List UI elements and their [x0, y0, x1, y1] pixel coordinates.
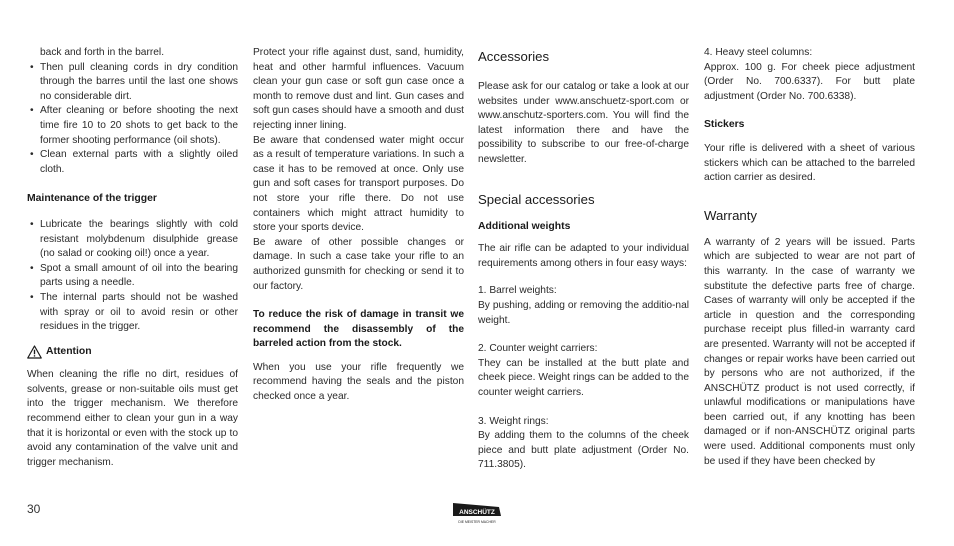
transit-note: To reduce the risk of damage in transit we recommend the disassembly of the barreled action from the stock. — [253, 309, 464, 350]
accessories-heading: Accessories — [478, 49, 550, 64]
column-3 — [478, 49, 689, 473]
weight-option-text: By adding them to the columns of the cheek piece and butt plate adjustment (Order No. 711.3805). — [478, 430, 689, 471]
trigger-list — [27, 218, 238, 335]
list-item: • Then pull cleaning cords in dry condition through the barres until the last one shows no considerable dirt. — [30, 61, 238, 102]
weight-option-title: 2. Counter weight carriers: — [478, 343, 598, 355]
column-1 — [27, 46, 238, 470]
list-item: • The internal parts should not be washed with spray or oil to avoid resin or other residues in the trigger. — [30, 291, 238, 333]
weight-option-title: 1. Barrel weights: — [478, 285, 557, 297]
paragraph: When you use your rifle frequently we recommend having the seals and the piston checked once a year. — [253, 361, 464, 403]
cleaning-list — [27, 61, 238, 178]
column-4 — [704, 46, 915, 469]
weight-option-text: They can be installed at the butt plate and cheek piece. Weight rings can be added to the counter weight carriers. — [478, 357, 689, 398]
logo-text: ANSCHÜTZ — [459, 509, 495, 516]
weight-option-text: Approx. 100 g. For cheek piece adjustment (Order No. 700.6337). For butt plate adjustment (Order No. 700.6338). — [704, 61, 915, 102]
stickers-text: Your rifle is delivered with a sheet of various stickers which can be attached to the barreled action carrier as desired. — [704, 142, 915, 184]
list-item: • Spot a small amount of oil into the bearing parts using a needle. — [30, 262, 238, 289]
attention-heading-row — [27, 345, 238, 360]
page-number: 30 — [27, 502, 41, 516]
weight-option-title: 4. Heavy steel columns: — [704, 47, 813, 58]
weight-option-text: By pushing, adding or removing the additio-nal weight. — [478, 299, 689, 326]
paragraph: Be aware that condensed water might occur as a result of temperature variations. In such a case it has to be removed at once. Only use gun and soft cases for transport purposes. Do not store your rifle there. Do not use containers which might attract humidity to store your sports device. — [253, 134, 464, 234]
weight-option-title: 3. Weight rings: — [478, 415, 549, 427]
accessories-text: Please ask for our catalog or take a look at our websites under www.anschuetz-sport.com or www.anschutz-sporters.com. You will find the latest information there and have the possibility to subscribe to our free-of-charge newsletter. — [478, 81, 689, 165]
trigger-heading: Maintenance of the trigger — [27, 193, 157, 205]
stickers-heading: Stickers — [704, 119, 745, 131]
logo-tagline: DIE MEISTER MACHER — [458, 520, 496, 524]
list-item: • After cleaning or before shooting the next time fire 10 to 20 shots to get back to the former shooting performance (oil shots). — [30, 105, 238, 146]
warranty-heading: Warranty — [704, 207, 758, 223]
warning-triangle-icon — [27, 345, 42, 359]
attention-text: When cleaning the rifle no dirt, residues of solvents, grease or non-suitable oils must get into the trigger mechanism. We therefore recommend either to clean your gun in a way that it is horizontal or even with the stock up to avoid any contamination of the valve unit and trigger mechanism. — [27, 369, 238, 468]
paragraph: Be aware of other possible changes or damage. In such a case take your rifle to an authorized gunsmith for checking or send it to our factory. — [253, 236, 464, 292]
special-accessories-heading: Special accessories — [478, 191, 595, 207]
list-item: • Clean external parts with a slightly oiled cloth. — [30, 149, 238, 175]
list-item: • Lubricate the bearings slightly with cold resistant molybdenum disulphide grease (no salad or cooking oil!) once a year. — [30, 218, 238, 260]
warranty-text: A warranty of 2 years will be issued. Parts which are subjected to wear are not part of this warranty. In the case of warranty we substitute the defective parts free of charge. Cases of warranty will only be accepted if the article in question and the corresponding purchase receipt plus filled-in warranty card are presented. Warranty will not be accepted if changes or repair works have been carried out by persons who are not authorized, if the ANSCHÜTZ product is not used correctly, if unlawful modifications or manipulations have been carried out, if any knotting has been damaged or if non-ANSCHÜTZ original parts were used. Additional components must only be used if they have been checked by — [704, 236, 915, 467]
additional-weights-heading: Additional weights — [478, 220, 571, 232]
paragraph: Protect your rifle against dust, sand, humidity, heat and other harmful influences. Vacuum clean your gun case or soft gun case once a month to remove dust and lint. Gun cases and soft gun cases should have a smooth and dust rejecting inner lining. — [253, 47, 464, 131]
attention-heading: Attention — [46, 345, 92, 357]
weights-intro: The air rifle can be adapted to your individual requirements among others in four easy ways: — [478, 243, 689, 269]
anschutz-logo — [449, 499, 505, 525]
continued-line: back and forth in the barrel. — [40, 47, 165, 58]
column-2 — [253, 46, 464, 405]
